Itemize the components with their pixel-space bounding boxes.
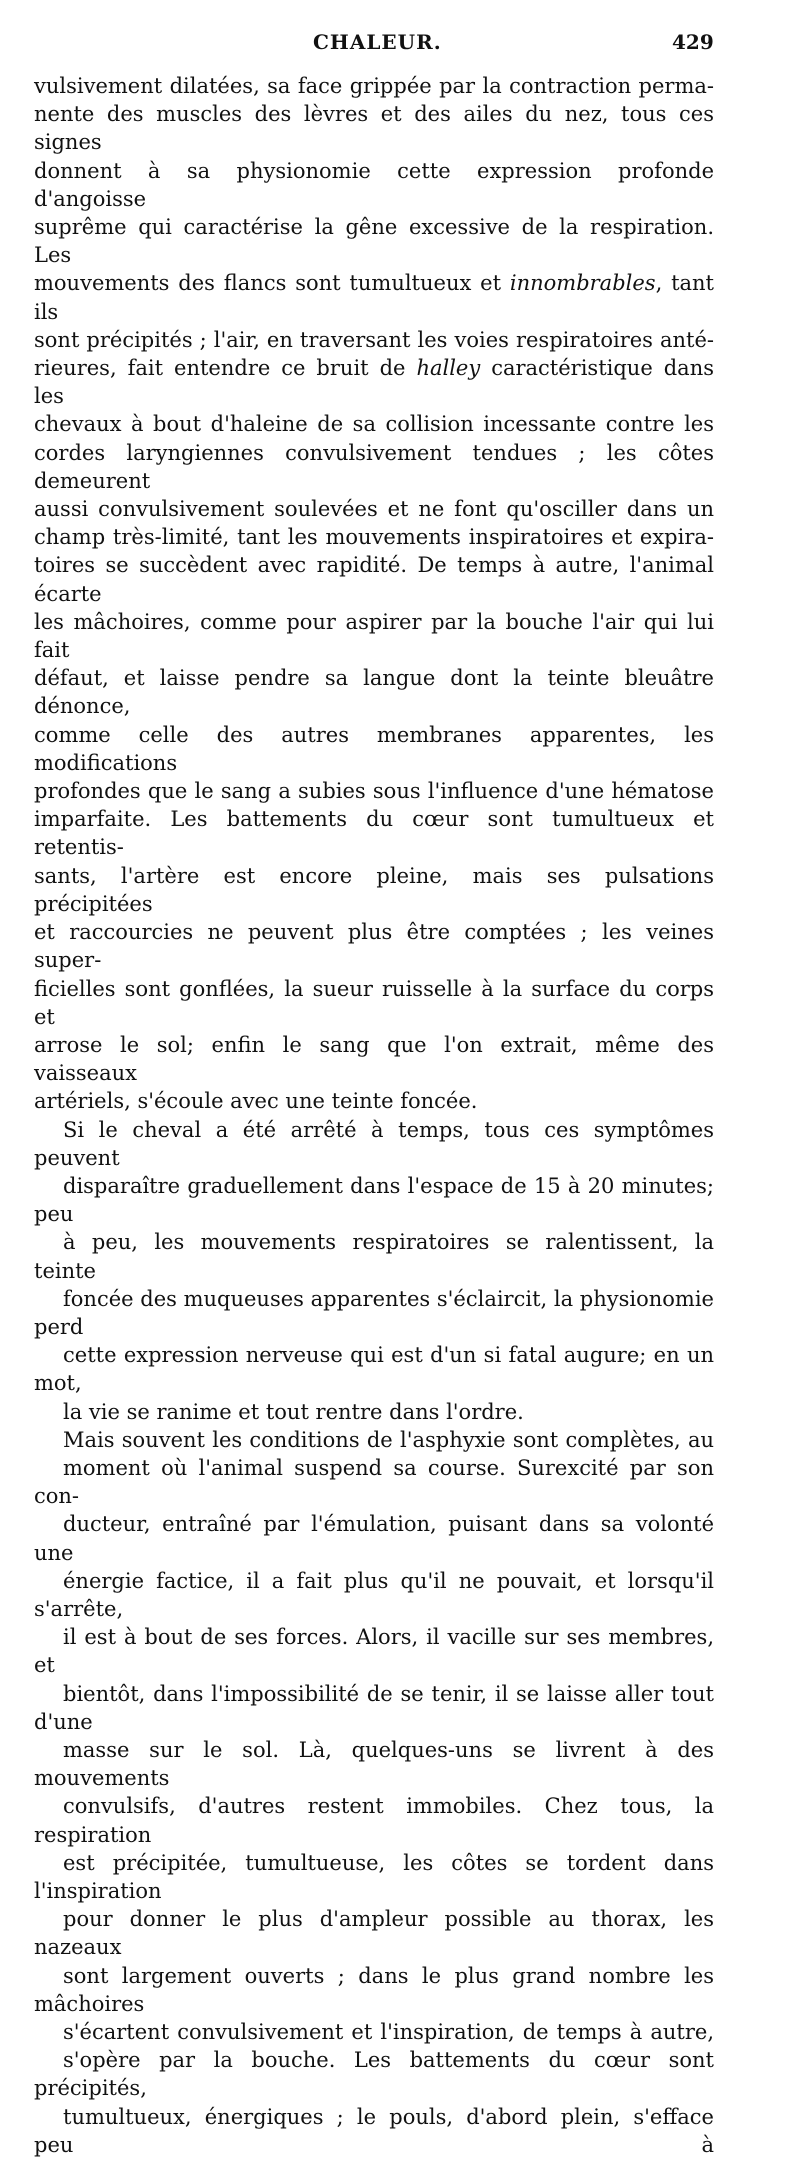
text-line: artériels, s'écoule avec une teinte foncée. [34, 1089, 478, 1114]
text-line: à peu, les mouvements respiratoires se ralentissent, la teinte [34, 1230, 714, 1283]
text-line: foncée des muqueuses apparentes s'éclaircit, la physionomie perd [34, 1286, 714, 1339]
text-line: défaut, et laisse pendre sa langue dont la teinte bleuâtre dénonce, [34, 666, 714, 719]
text-line: sont précipités ; l'air, en traversant les voies respiratoires anté- [34, 327, 714, 352]
running-head [0, 30, 800, 60]
paragraph-1 [34, 72, 714, 1116]
text-line: cette expression nerveuse qui est d'un si fatal augure; en un mot, [34, 1343, 714, 1396]
text-line: est précipitée, tumultueuse, les côtes se tordent dans l'inspiration [34, 1850, 714, 1903]
text-line: énergie factice, il a fait plus qu'il ne pouvait, et lorsqu'il s'arrête, [34, 1568, 714, 1621]
text-line: ficielles sont gonflées, la sueur ruisselle à la surface du corps et [34, 976, 714, 1029]
text-line: vulsivement dilatées, sa face grippée par la contraction perma- [34, 74, 714, 98]
text-line: champ très-limité, tant les mouvements inspiratoires et expira- [34, 525, 714, 550]
text-line: et raccourcies ne peuvent plus être comptées ; les veines super- [34, 920, 714, 973]
text-line: nente des muscles des lèvres et des ailes du nez, tous ces signes [34, 102, 714, 155]
text-line: disparaître graduellement dans l'espace de 15 à 20 minutes; peu [34, 1173, 714, 1227]
text-line: les mâchoires, comme pour aspirer par la bouche l'air qui lui fait [34, 609, 714, 663]
paragraph-3 [34, 1426, 714, 2159]
text-line: cordes laryngiennes convulsivement tendues ; les côtes demeurent [34, 440, 714, 493]
page-number: 429 [672, 30, 714, 54]
text-line: arrose le sol; enfin le sang que l'on extrait, même des vaisseaux [34, 1032, 714, 1086]
text-line: rieures, fait entendre ce bruit de halley caractéristique dans les [34, 356, 714, 409]
text-line: il est à bout de ses forces. Alors, il vacille sur ses membres, et [34, 1625, 714, 1678]
text-line: suprême qui caractérise la gêne excessive de la respiration. Les [34, 215, 714, 268]
body-text [34, 72, 714, 2159]
text-line: tumultueux, énergiques ; le pouls, d'abord plein, s'efface peu à [34, 2104, 714, 2157]
text-line: Mais souvent les conditions de l'asphyxie sont complètes, au [63, 1427, 714, 1452]
text-line: sants, l'artère est encore pleine, mais ses pulsations précipitées [34, 863, 714, 916]
text-line: moment où l'animal suspend sa course. Surexcité par son con- [34, 1455, 714, 1509]
paragraph-2 [34, 1116, 714, 1426]
text-line: donnent à sa physionomie cette expression profonde d'angoisse [34, 158, 714, 211]
text-line: profondes que le sang a subies sous l'influence d'une hématose [34, 779, 714, 804]
text-line: masse sur le sol. Là, quelques-uns se livrent à des mouvements [34, 1737, 714, 1791]
text-line: s'écartent convulsivement et l'inspiration, de temps à autre, [63, 2020, 714, 2045]
text-line: convulsifs, d'autres restent immobiles. Chez tous, la respiration [34, 1794, 714, 1847]
text-line: aussi convulsivement soulevées et ne font qu'osciller dans un [34, 497, 714, 522]
text-line: la vie se ranime et tout rentre dans l'ordre. [63, 1399, 524, 1424]
text-line: Si le cheval a été arrêté à temps, tous ces symptômes peuvent [34, 1117, 714, 1170]
text-line: mouvements des flancs sont tumultueux et innombrables, tant ils [34, 271, 715, 324]
text-line: sont largement ouverts ; dans le plus grand nombre les mâchoires [34, 1963, 714, 2016]
text-line: pour donner le plus d'ampleur possible au thorax, les nazeaux [34, 1907, 714, 1960]
text-line: chevaux à bout d'haleine de sa collision incessante contre les [34, 412, 714, 437]
text-line: bientôt, dans l'impossibilité de se tenir, il se laisse aller tout d'une [34, 1681, 714, 1734]
text-line: comme celle des autres membranes apparentes, les modifications [34, 722, 714, 775]
running-title: CHALEUR. [313, 30, 442, 54]
text-line: s'opère par la bouche. Les battements du cœur sont précipités, [34, 2048, 714, 2101]
text-line: imparfaite. Les battements du cœur sont tumultueux et retentis- [34, 807, 714, 860]
text-line: ducteur, entraîné par l'émulation, puisant dans sa volonté une [34, 1512, 714, 1565]
text-line: toires se succèdent avec rapidité. De temps à autre, l'animal écarte [34, 553, 714, 606]
